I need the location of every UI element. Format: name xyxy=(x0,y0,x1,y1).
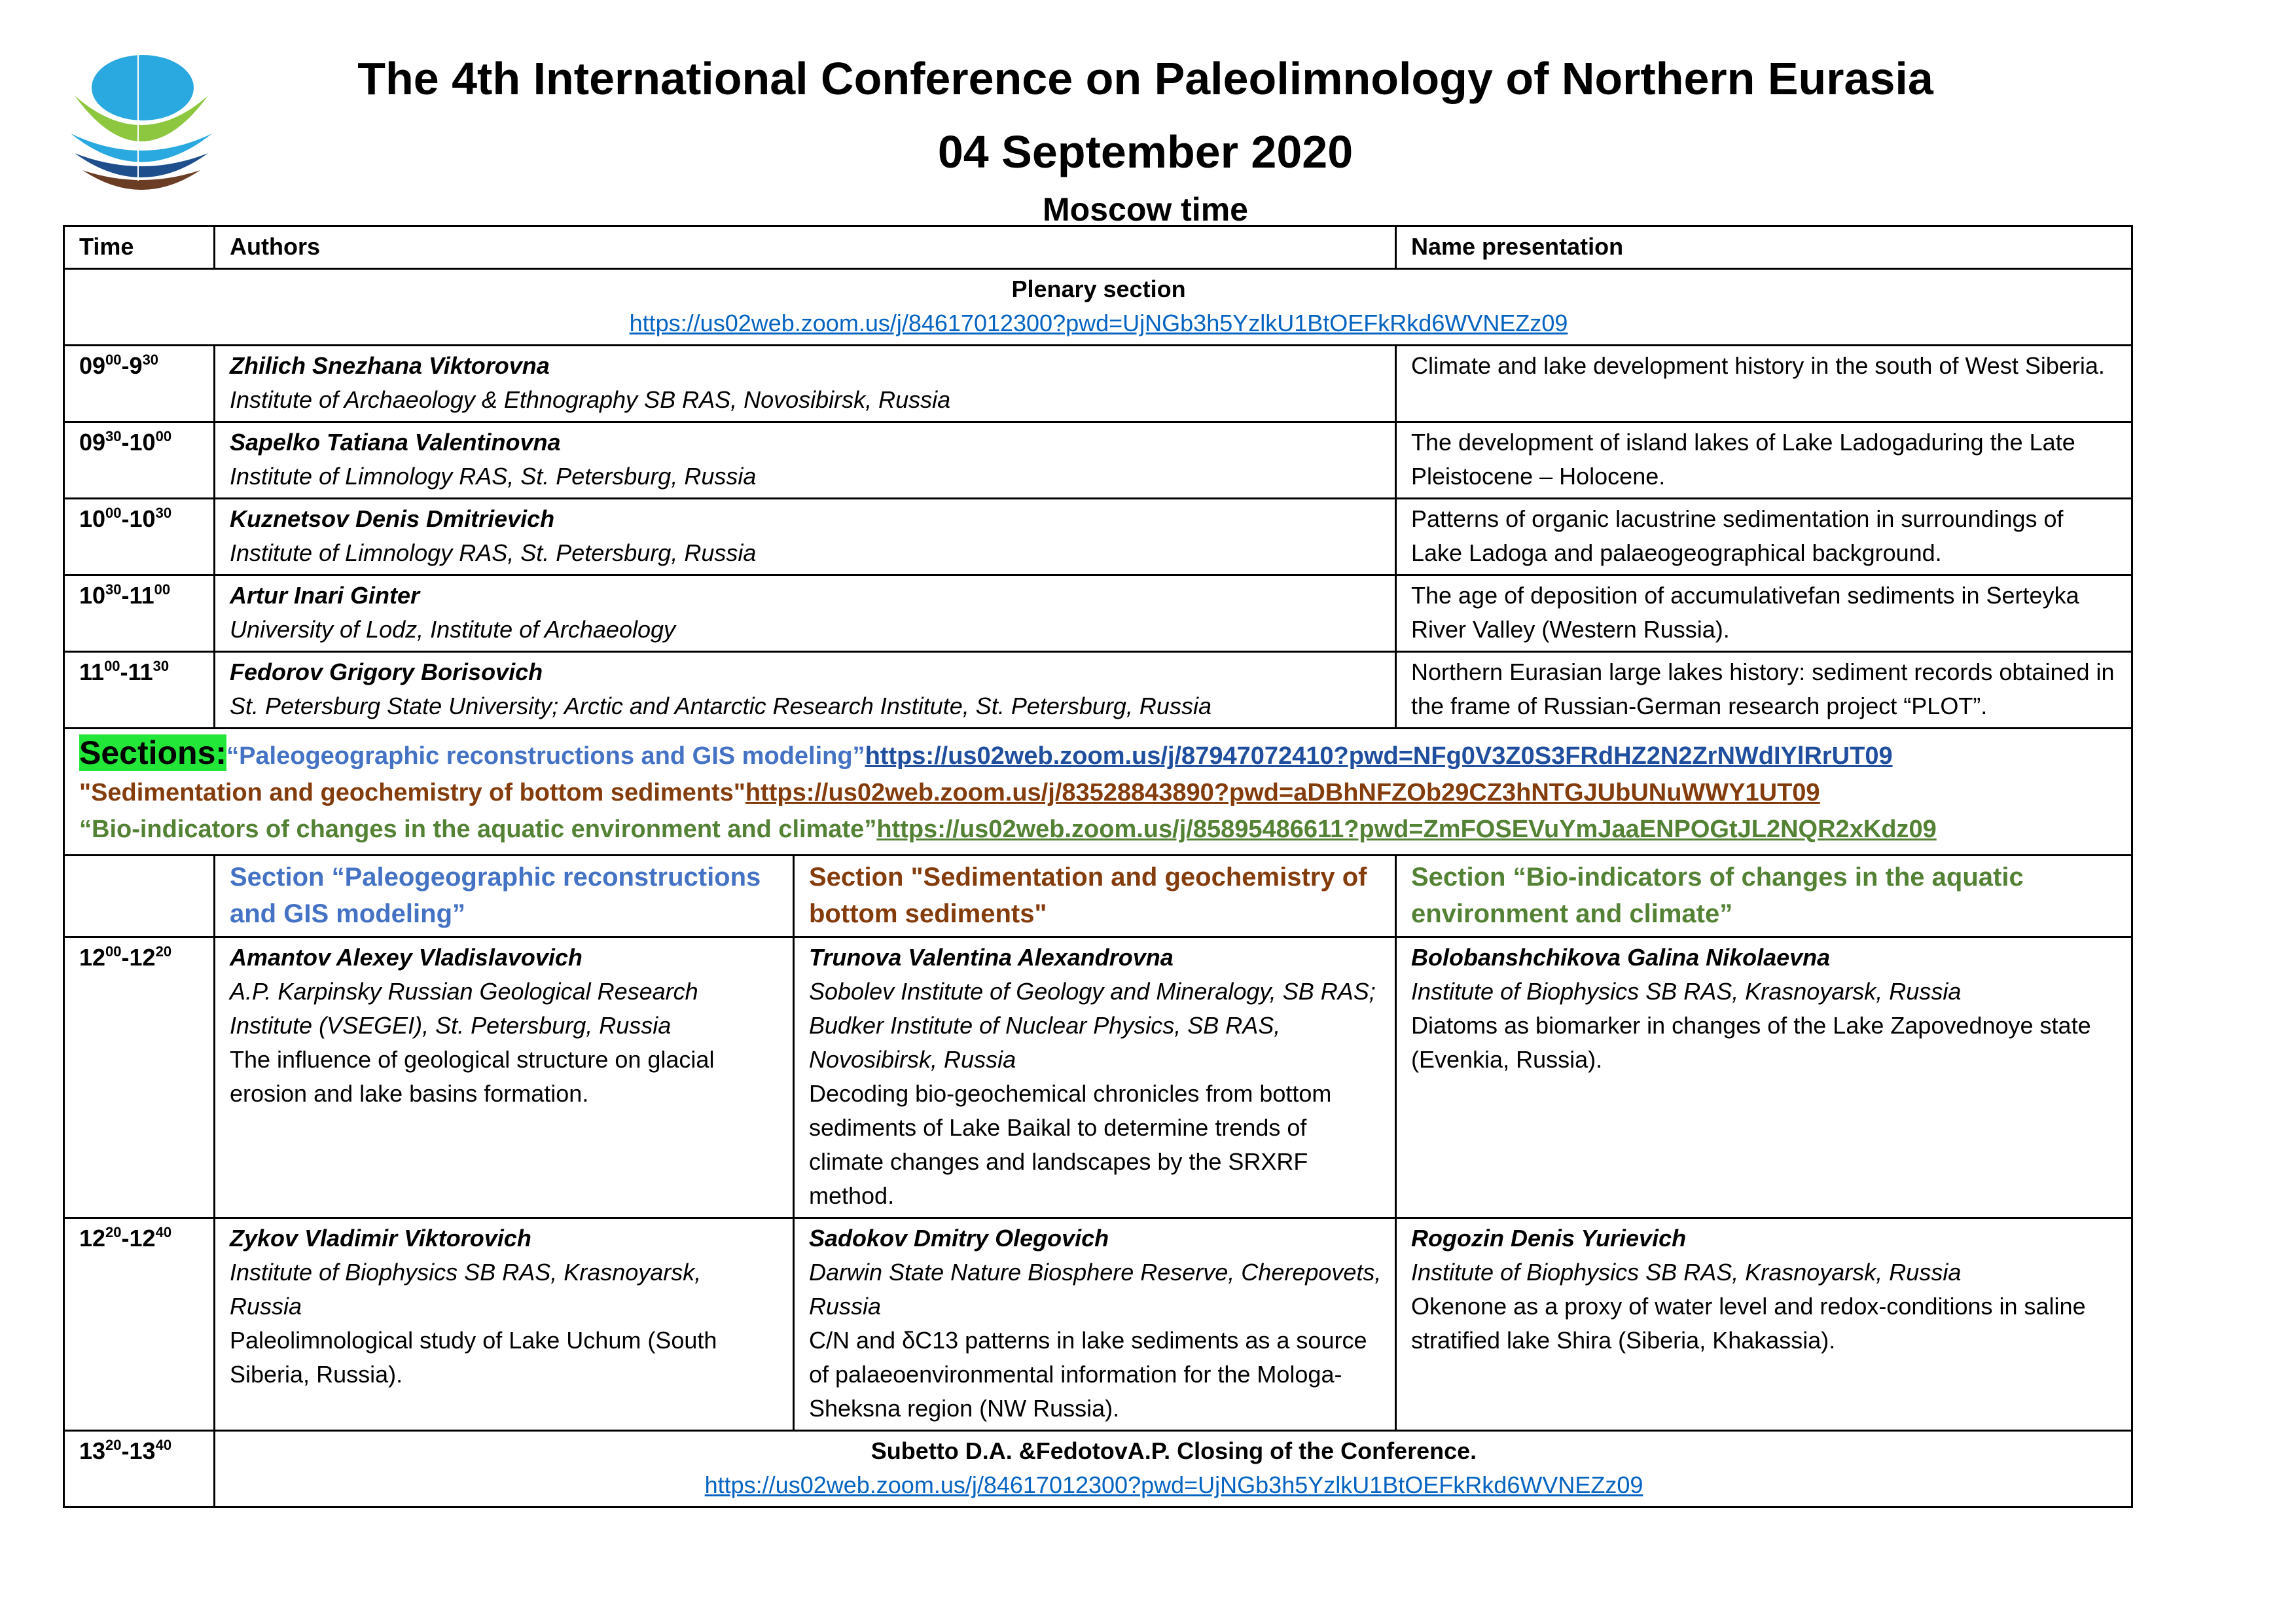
author-name: Fedorov Grigory Borisovich xyxy=(230,659,543,685)
plenary-cell xyxy=(64,269,2132,346)
author-cell xyxy=(215,346,1396,422)
author-institution: Darwin State Nature Biosphere Reserve, Cherepovets, Russia xyxy=(809,1259,1382,1320)
closing-title: Subetto D.A. &FedotovA.P. Closing of the Conference. xyxy=(870,1437,1477,1464)
author-institution: A.P. Karpinsky Russian Geological Research Institute (VSEGEI), St. Petersburg, Russia xyxy=(230,978,698,1039)
column-header-authors: Authors xyxy=(215,226,1396,269)
header xyxy=(196,42,2094,230)
author-name: Kuznetsov Denis Dmitrievich xyxy=(230,505,555,532)
author-institution: Institute of Biophysics SB RAS, Krasnoyarsk, Russia xyxy=(1411,1259,1962,1286)
author-name: Trunova Valentina Alexandrovna xyxy=(809,944,1174,971)
author-cell xyxy=(215,422,1396,499)
author-institution: Institute of Archaeology & Ethnography SB RAS, Novosibirsk, Russia xyxy=(230,386,951,413)
conference-date: 04 September 2020 xyxy=(937,126,1354,177)
empty-time-cell xyxy=(64,856,215,937)
time-cell: $13^{20}-13^{40}$ xyxy=(64,1431,215,1507)
time-cell: $10^{30}-11^{00}$ xyxy=(64,575,215,652)
presentation-title: Decoding bio-geochemical chronicles from bottom sediments of Lake Baikal to determine trends of climate changes and landscapes by the SRXRF method. xyxy=(809,1080,1332,1209)
table-row xyxy=(64,346,2132,422)
author-institution: Sobolev Institute of Geology and Mineralogy, SB RAS; Budker Institute of Nuclear Physics, SB RAS, Novosibirsk, Russia xyxy=(809,978,1376,1073)
author-name: Zhilich Snezhana Viktorovna xyxy=(230,352,550,379)
author-name: Rogozin Denis Yurievich xyxy=(1411,1225,1687,1252)
table-row xyxy=(64,499,2132,575)
presentation-title: Northern Eurasian large lakes history: sediment records obtained in the frame of Russian-German research project “PLOT”. xyxy=(1396,652,2132,729)
sections-label: Sections: xyxy=(79,734,227,771)
section-3-talk xyxy=(1396,937,2132,1218)
author-institution: Institute of Limnology RAS, St. Petersburg, Russia xyxy=(230,539,757,566)
column-header-name: Name presentation xyxy=(1396,226,2132,269)
table-row xyxy=(64,575,2132,652)
section-2-zoom-link[interactable]: https://us02web.zoom.us/j/83528843890?pwd=aDBhNFZOb29CZ3hNTGJUbUNuWWY1UT09 xyxy=(745,779,1820,806)
sections-row xyxy=(64,729,2132,856)
presentation-title: Okenone as a proxy of water level and redox-conditions in saline stratified lake Shira (Siberia, Khakassia). xyxy=(1411,1293,2086,1354)
sections-cell xyxy=(64,729,2132,856)
author-name: Bolobanshchikova Galina Nikolaevna xyxy=(1411,944,1831,971)
presentation-title: The age of deposition of accumulativefan sediments in Serteyka River Valley (Western Russia). xyxy=(1396,575,2132,652)
section-2-talk xyxy=(794,1218,1396,1431)
author-institution: Institute of Biophysics SB RAS, Krasnoyarsk, Russia xyxy=(1411,978,1962,1005)
section-1-title: “Paleogeographic reconstructions and GIS modeling” xyxy=(226,742,865,770)
section-1-zoom-link[interactable]: https://us02web.zoom.us/j/87947072410?pwd=NFg0V3Z0S3FRdHZ2N2ZrNWdIYlRrUT09 xyxy=(865,742,1893,770)
plenary-title: Plenary section xyxy=(1011,276,1186,302)
time-cell: $10^{00}-10^{30}$ xyxy=(64,499,215,575)
section-1-header: Section “Paleogeographic reconstructions and GIS modeling” xyxy=(215,856,794,937)
conference-title: The 4th International Conference on Paleolimnology of Northern Eurasia xyxy=(357,53,1933,104)
closing-cell xyxy=(215,1431,2132,1507)
section-3-talk xyxy=(1396,1218,2132,1431)
schedule-table xyxy=(63,225,2133,1508)
table-row xyxy=(64,422,2132,499)
plenary-zoom-link[interactable]: https://us02web.zoom.us/j/84617012300?pwd=UjNGb3h5YzlkU1BtOEFkRkd6WVNEZz09 xyxy=(629,310,1568,336)
section-2-header: Section "Sedimentation and geochemistry of bottom sediments" xyxy=(794,856,1396,937)
author-name: Zykov Vladimir Viktorovich xyxy=(230,1225,531,1252)
section-1-talk xyxy=(215,1218,794,1431)
closing-row xyxy=(64,1431,2132,1507)
presentation-title: Patterns of organic lacustrine sedimentation in surroundings of Lake Ladoga and palaeogeographical background. xyxy=(1396,499,2132,575)
section-2-talk xyxy=(794,937,1396,1218)
author-institution: University of Lodz, Institute of Archaeology xyxy=(230,616,676,643)
author-cell xyxy=(215,575,1396,652)
table-row xyxy=(64,1218,2132,1431)
author-name: Artur Inari Ginter xyxy=(230,582,420,609)
presentation-title: Paleolimnological study of Lake Uchum (South Siberia, Russia). xyxy=(230,1327,717,1388)
presentation-title: The development of island lakes of Lake Ladogaduring the Late Pleistocene – Holocene. xyxy=(1396,422,2132,499)
author-institution: Institute of Biophysics SB RAS, Krasnoyarsk, Russia xyxy=(230,1259,702,1320)
author-institution: St. Petersburg State University; Arctic and Antarctic Research Institute, St. Petersburg, Russia xyxy=(230,693,1211,719)
presentation-title: Diatoms as biomarker in changes of the Lake Zapovednoye state (Evenkia, Russia). xyxy=(1411,1012,2091,1073)
time-cell: $12^{20}-12^{40}$ xyxy=(64,1218,215,1431)
author-institution: Institute of Limnology RAS, St. Petersburg, Russia xyxy=(230,463,757,490)
presentation-title: The influence of geological structure on glacial erosion and lake basins formation. xyxy=(230,1046,715,1107)
section-3-zoom-link[interactable]: https://us02web.zoom.us/j/85895486611?pwd=ZmFOSEVuYmJaaENPOGtJL2NQR2xKdz09 xyxy=(876,816,1937,843)
presentation-title: C/N and δC13 patterns in lake sediments as a source of palaeoenvironmental information for the Mologa-Sheksna region (NW Russia). xyxy=(809,1327,1367,1422)
timezone-label: Moscow time xyxy=(1043,191,1248,228)
time-cell: $12^{00}-12^{20}$ xyxy=(64,937,215,1218)
table-row xyxy=(64,937,2132,1218)
section-1-talk xyxy=(215,937,794,1218)
time-cell: $09^{30}-10^{00}$ xyxy=(64,422,215,499)
time-cell: $11^{00}-11^{30}$ xyxy=(64,652,215,729)
table-header-row xyxy=(64,226,2132,269)
closing-zoom-link[interactable]: https://us02web.zoom.us/j/84617012300?pwd=UjNGb3h5YzlkU1BtOEFkRkd6WVNEZz09 xyxy=(704,1471,1643,1498)
presentation-title: Climate and lake development history in the south of West Siberia. xyxy=(1396,346,2132,422)
author-cell xyxy=(215,499,1396,575)
table-row xyxy=(64,652,2132,729)
section-2-title: "Sedimentation and geochemistry of bottom sediments" xyxy=(79,779,745,806)
section-3-title: “Bio-indicators of changes in the aquatic environment and climate” xyxy=(79,816,877,843)
time-cell: $09^{00}-9^{30}$ xyxy=(64,346,215,422)
section-3-header: Section “Bio-indicators of changes in the aquatic environment and climate” xyxy=(1396,856,2132,937)
plenary-header-row xyxy=(64,269,2132,346)
author-name: Amantov Alexey Vladislavovich xyxy=(230,944,583,971)
column-header-time: Time xyxy=(64,226,215,269)
author-cell xyxy=(215,652,1396,729)
author-name: Sapelko Tatiana Valentinovna xyxy=(230,429,561,456)
author-name: Sadokov Dmitry Olegovich xyxy=(809,1225,1109,1252)
parallel-header-row xyxy=(64,856,2132,937)
